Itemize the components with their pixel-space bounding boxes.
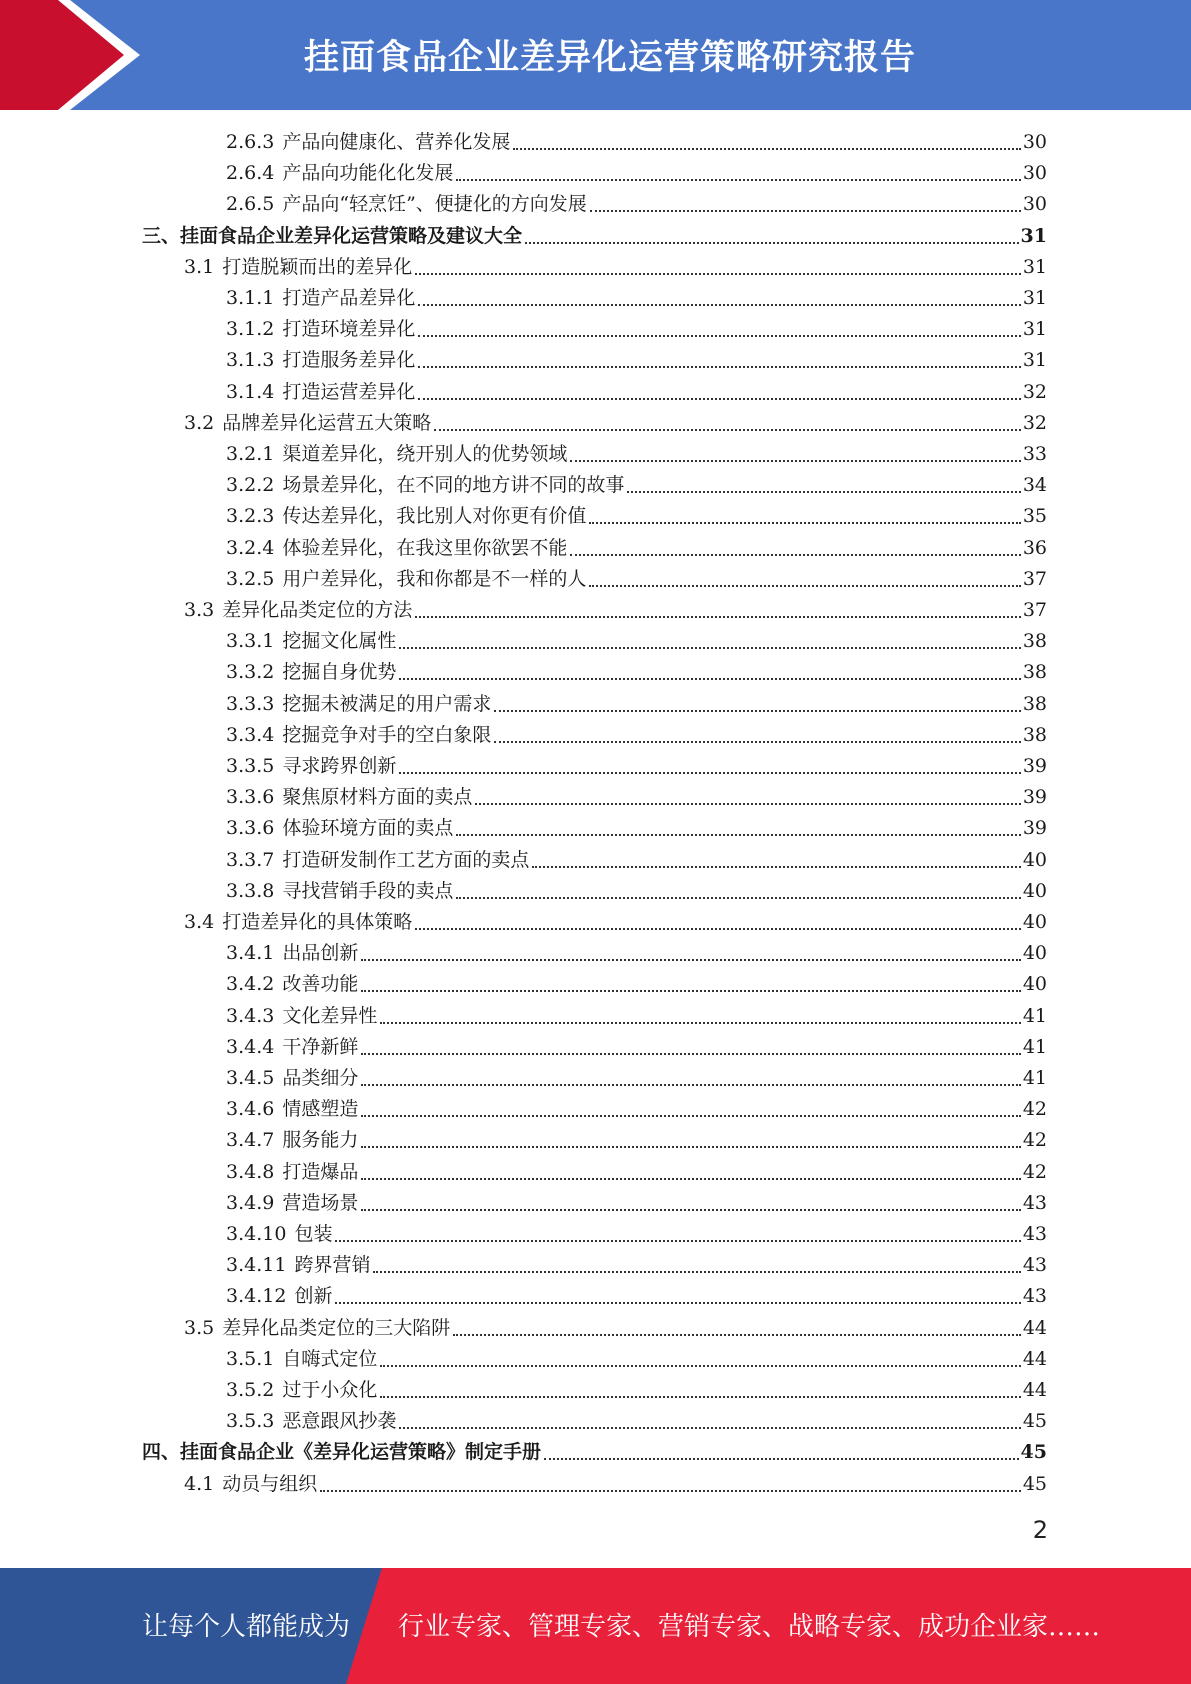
toc-entry-page: 41 — [1022, 1067, 1047, 1089]
toc-entry[interactable] — [226, 689, 1047, 720]
toc-entry-number: 3.3.8 — [226, 879, 275, 902]
footer-slogan-left: 让每个人都能成为 — [142, 1612, 351, 1642]
toc-entry-page: 45 — [1022, 1410, 1047, 1433]
toc-entry-title: 品牌差异化运营五大策略 — [222, 411, 432, 434]
toc-entry-title: 差异化品类定位的三大陷阱 — [222, 1316, 451, 1339]
toc-leader-dots — [570, 460, 1020, 462]
toc-entry-page: 31 — [1022, 255, 1047, 278]
toc-leader-dots — [361, 1115, 1020, 1117]
toc-entry-number: 3.2.2 — [226, 474, 275, 497]
toc-entry[interactable] — [226, 533, 1047, 564]
toc-entry-page: 40 — [1022, 942, 1047, 965]
toc-entry[interactable] — [226, 969, 1047, 1000]
toc-leader-dots — [380, 1022, 1020, 1024]
toc-entry-number: 3.3.6 — [226, 817, 275, 840]
header-red-chevron-icon — [0, 0, 150, 110]
toc-leader-dots — [380, 1396, 1020, 1398]
toc-entry-page: 32 — [1022, 380, 1047, 403]
toc-entry-number: 3.4.3 — [226, 1004, 275, 1027]
toc-entry-title: 场景差异化，在不同的地方讲不同的故事 — [282, 474, 625, 497]
toc-entry[interactable] — [226, 564, 1047, 595]
toc-entry-number: 3.3.6 — [226, 786, 275, 809]
toc-entry-title: 打造产品差异化 — [282, 287, 416, 309]
toc-entry-page: 31 — [1022, 318, 1047, 341]
toc-entry[interactable] — [226, 470, 1047, 501]
toc-entry[interactable] — [226, 158, 1047, 189]
toc-leader-dots — [361, 990, 1020, 992]
toc-entry-title: 情感塑造 — [282, 1098, 359, 1121]
toc-entry-title: 寻求跨界创新 — [282, 755, 397, 777]
toc-entry[interactable] — [226, 439, 1047, 470]
toc-entry-title: 挖掘未被满足的用户需求 — [282, 692, 492, 715]
toc-entry-title: 打造差异化的具体策略 — [222, 911, 413, 933]
toc-entry-title: 聚焦原材料方面的卖点 — [282, 786, 473, 809]
toc-entry-page: 30 — [1022, 162, 1047, 185]
toc-leader-dots — [361, 1084, 1020, 1086]
toc-entry-page: 38 — [1022, 630, 1047, 653]
toc-entry-number: 2.6.3 — [226, 131, 275, 153]
toc-leader-dots — [418, 398, 1020, 400]
toc-entry-page: 36 — [1022, 536, 1047, 559]
toc-entry[interactable] — [226, 1157, 1047, 1188]
toc-leader-dots — [335, 1302, 1020, 1304]
toc-entry-title: 品类细分 — [282, 1067, 359, 1089]
toc-leader-dots — [570, 554, 1020, 556]
toc-entry[interactable] — [226, 938, 1047, 969]
toc-entry-title: 三、挂面食品企业差异化运营策略及建议大全 — [142, 224, 523, 247]
toc-leader-dots — [456, 179, 1020, 181]
toc-entry-number: 3.1.3 — [226, 349, 275, 372]
toc-leader-dots — [418, 304, 1020, 306]
toc-entry-title: 打造运营差异化 — [282, 380, 416, 403]
toc-entry-number: 3.5.3 — [226, 1410, 275, 1433]
toc-entry-number: 3.4.7 — [226, 1129, 275, 1152]
toc-entry-title: 跨界营销 — [294, 1254, 371, 1277]
toc-entry-number: 3.2.3 — [226, 505, 275, 528]
toc-entry[interactable] — [226, 720, 1047, 751]
toc-entry-page: 45 — [1020, 1441, 1047, 1464]
toc-entry[interactable] — [226, 314, 1047, 345]
toc-entry-number: 3.4.4 — [226, 1035, 275, 1058]
toc-entry[interactable] — [184, 595, 1047, 626]
toc-entry-title: 打造爆品 — [282, 1160, 359, 1183]
toc-leader-dots — [361, 1053, 1020, 1055]
toc-entry-page: 34 — [1022, 474, 1047, 497]
toc-entry-page: 40 — [1022, 973, 1047, 996]
toc-entry[interactable] — [226, 501, 1047, 532]
report-title: 挂面食品企业差异化运营策略研究报告 — [303, 38, 916, 78]
toc-leader-dots — [532, 866, 1020, 868]
toc-entry-number: 3.3.5 — [226, 755, 275, 777]
toc-entry-page: 41 — [1022, 1004, 1047, 1027]
toc-entry-title: 差异化品类定位的方法 — [222, 599, 413, 621]
toc-entry-title: 改善功能 — [282, 973, 359, 996]
toc-entry[interactable] — [226, 1032, 1047, 1063]
toc-entry[interactable] — [226, 626, 1047, 657]
toc-leader-dots — [434, 429, 1021, 431]
toc-entry-number: 3.5.2 — [226, 1379, 275, 1401]
toc-entry-number: 4.1 — [184, 1472, 215, 1495]
toc-entry-number: 3.4.10 — [226, 1223, 287, 1245]
toc-entry-page: 38 — [1022, 723, 1047, 746]
toc-entry-number: 3.1.1 — [226, 287, 275, 309]
toc-entry[interactable] — [226, 751, 1047, 782]
toc-leader-dots — [361, 959, 1020, 961]
toc-entry-title: 体验环境方面的卖点 — [282, 817, 454, 840]
toc-entry-page: 39 — [1022, 786, 1047, 809]
toc-leader-dots — [475, 803, 1020, 805]
toc-leader-dots — [373, 1271, 1020, 1273]
toc-entry-page: 33 — [1022, 443, 1047, 465]
toc-entry-number: 2.6.5 — [226, 193, 275, 216]
toc-entry-number: 3.4.2 — [226, 973, 275, 996]
toc-entry-number: 2.6.4 — [226, 162, 275, 185]
toc-leader-dots — [380, 1365, 1020, 1367]
toc-entry[interactable] — [226, 189, 1047, 220]
toc-entry-number: 3.4.8 — [226, 1160, 275, 1183]
toc-entry-page: 31 — [1022, 287, 1047, 309]
toc-entry-title: 挖掘自身优势 — [282, 661, 397, 684]
toc-leader-dots — [590, 210, 1021, 212]
toc-leader-dots — [453, 1334, 1021, 1336]
toc-leader-dots — [418, 335, 1020, 337]
toc-entry[interactable] — [226, 345, 1047, 376]
toc-entry-page: 41 — [1022, 1035, 1047, 1058]
toc-leader-dots — [399, 1427, 1020, 1429]
toc-entry-number: 3.2.5 — [226, 567, 275, 590]
toc-entry[interactable] — [184, 252, 1047, 283]
toc-entry-page: 40 — [1022, 879, 1047, 902]
toc-entry-number: 3.2 — [184, 411, 215, 434]
toc-entry-title: 打造研发制作工艺方面的卖点 — [282, 848, 530, 871]
toc-leader-dots — [589, 585, 1020, 587]
toc-entry-title: 服务能力 — [282, 1129, 359, 1152]
toc-leader-dots — [320, 1490, 1021, 1492]
toc-entry-page: 43 — [1022, 1285, 1047, 1308]
toc-leader-dots — [513, 148, 1020, 150]
toc-entry-title: 四、挂面食品企业《差异化运营策略》制定手册 — [142, 1441, 542, 1464]
toc-leader-dots — [525, 242, 1019, 244]
toc-entry-number: 3.1.4 — [226, 380, 275, 403]
toc-leader-dots — [361, 1178, 1020, 1180]
toc-entry-title: 干净新鲜 — [282, 1035, 359, 1058]
toc-entry-title: 创新 — [294, 1285, 333, 1308]
toc-entry-title: 包装 — [294, 1223, 333, 1245]
toc-entry-number: 3.4.9 — [226, 1191, 275, 1214]
toc-leader-dots — [544, 1458, 1019, 1460]
toc-entry-number: 3.4.1 — [226, 942, 275, 965]
toc-entry[interactable] — [226, 1188, 1047, 1219]
toc-entry-number: 3.1 — [184, 255, 215, 278]
toc-entry-number: 3.2.1 — [226, 443, 275, 465]
toc-entry-page: 43 — [1022, 1191, 1047, 1214]
toc-entry-page: 40 — [1022, 848, 1047, 871]
toc-entry-number: 3.5.1 — [226, 1347, 275, 1370]
toc-entry-number: 3.4.5 — [226, 1067, 275, 1089]
toc-entry-page: 45 — [1022, 1472, 1047, 1495]
toc-leader-dots — [494, 741, 1020, 743]
toc-entry[interactable] — [226, 1001, 1047, 1032]
toc-leader-dots — [415, 273, 1021, 275]
toc-entry-title: 传达差异化，我比别人对你更有价值 — [282, 505, 587, 528]
page-header — [0, 0, 1191, 110]
toc-entry-number: 3.3.3 — [226, 692, 275, 715]
toc-entry-number: 3.4.11 — [226, 1254, 287, 1277]
toc-entry-title: 出品创新 — [282, 942, 359, 965]
toc-entry-page: 44 — [1022, 1379, 1047, 1401]
toc-entry-number: 3.3.4 — [226, 723, 275, 746]
toc-entry-number: 3.3 — [184, 599, 215, 621]
toc-entry-page: 38 — [1022, 692, 1047, 715]
toc-entry-page: 42 — [1022, 1160, 1047, 1183]
toc-leader-dots — [418, 366, 1020, 368]
toc-entry-title: 动员与组织 — [222, 1472, 318, 1495]
toc-entry[interactable] — [226, 657, 1047, 688]
toc-entry-title: 寻找营销手段的卖点 — [282, 879, 454, 902]
toc-entry-number: 3.3.7 — [226, 848, 275, 871]
toc-leader-dots — [627, 491, 1020, 493]
toc-entry-title: 渠道差异化，绕开别人的优势领域 — [282, 443, 568, 465]
toc-entry[interactable] — [142, 221, 1047, 252]
toc-entry-number: 3.3.2 — [226, 661, 275, 684]
toc-entry-title: 文化差异性 — [282, 1004, 378, 1027]
toc-entry[interactable] — [226, 876, 1047, 907]
toc-leader-dots — [399, 678, 1020, 680]
toc-entry-title: 恶意跟风抄袭 — [282, 1410, 397, 1433]
toc-leader-dots — [361, 1146, 1020, 1148]
toc-entry-title: 营造场景 — [282, 1191, 359, 1214]
toc-entry[interactable] — [226, 377, 1047, 408]
toc-entry[interactable] — [226, 127, 1047, 158]
toc-entry-title: 用户差异化，我和你都是不一样的人 — [282, 567, 587, 590]
toc-entry-page: 31 — [1022, 349, 1047, 372]
toc-entry[interactable] — [226, 845, 1047, 876]
toc-entry[interactable] — [226, 1063, 1047, 1094]
toc-entry-title: 挖掘竞争对手的空白象限 — [282, 723, 492, 746]
toc-entry[interactable] — [226, 1281, 1047, 1312]
toc-entry[interactable] — [226, 1406, 1047, 1437]
toc-entry-page: 31 — [1020, 224, 1047, 247]
page-number: 2 — [1032, 1516, 1048, 1544]
toc-entry-page: 44 — [1022, 1316, 1047, 1339]
toc-leader-dots — [415, 928, 1021, 930]
toc-entry[interactable] — [226, 1219, 1047, 1250]
toc-entry-page: 32 — [1022, 411, 1047, 434]
toc-leader-dots — [456, 897, 1020, 899]
toc-leader-dots — [415, 616, 1021, 618]
toc-entry-number: 3.2.4 — [226, 536, 275, 559]
toc-entry[interactable] — [226, 1375, 1047, 1406]
toc-entry-title: 产品向健康化、营养化发展 — [282, 131, 511, 153]
toc-entry-page: 40 — [1022, 911, 1047, 933]
toc-entry-page: 43 — [1022, 1223, 1047, 1245]
toc-entry-title: 产品向“轻烹饪”、便捷化的方向发展 — [282, 193, 587, 216]
toc-entry-number: 3.4.6 — [226, 1098, 275, 1121]
toc-entry-page: 44 — [1022, 1347, 1047, 1370]
toc-entry-title: 打造环境差异化 — [282, 318, 416, 341]
toc-entry[interactable] — [226, 813, 1047, 844]
toc-entry-page: 30 — [1022, 131, 1047, 153]
toc-entry-title: 打造服务差异化 — [282, 349, 416, 372]
toc-entry-title: 自嗨式定位 — [282, 1347, 378, 1370]
toc-leader-dots — [399, 647, 1020, 649]
toc-entry-page: 39 — [1022, 755, 1047, 777]
toc-entry-page: 35 — [1022, 505, 1047, 528]
toc-entry-page: 30 — [1022, 193, 1047, 216]
toc-entry-number: 3.3.1 — [226, 630, 275, 653]
toc-entry-page: 43 — [1022, 1254, 1047, 1277]
toc-entry[interactable] — [184, 1469, 1047, 1500]
toc-entry[interactable] — [226, 283, 1047, 314]
toc-entry-page: 42 — [1022, 1098, 1047, 1121]
toc-entry[interactable] — [142, 1437, 1047, 1468]
toc-entry-page: 37 — [1022, 599, 1047, 621]
toc-entry[interactable] — [184, 907, 1047, 938]
toc-entry-title: 挖掘文化属性 — [282, 630, 397, 653]
toc-entry-page: 38 — [1022, 661, 1047, 684]
toc-entry-number: 3.1.2 — [226, 318, 275, 341]
toc-leader-dots — [494, 710, 1020, 712]
toc-entry-page: 37 — [1022, 567, 1047, 590]
toc-entry-page: 39 — [1022, 817, 1047, 840]
toc-entry[interactable] — [184, 408, 1047, 439]
toc-entry[interactable] — [226, 1094, 1047, 1125]
toc-entry[interactable] — [226, 1125, 1047, 1156]
page-footer — [0, 1568, 1191, 1684]
toc-leader-dots — [399, 772, 1020, 774]
toc-entry[interactable] — [226, 782, 1047, 813]
toc-entry-title: 产品向功能化化发展 — [282, 162, 454, 185]
toc-entry[interactable] — [226, 1344, 1047, 1375]
toc-entry-number: 3.4.12 — [226, 1285, 287, 1308]
toc-leader-dots — [361, 1209, 1020, 1211]
toc-entry-number: 3.5 — [184, 1316, 215, 1339]
toc-entry-title: 过于小众化 — [282, 1379, 378, 1401]
toc-entry[interactable] — [184, 1313, 1047, 1344]
toc-entry[interactable] — [226, 1250, 1047, 1281]
toc-entry-page: 42 — [1022, 1129, 1047, 1152]
toc-leader-dots — [589, 522, 1020, 524]
toc-entry-title: 体验差异化，在我这里你欲罢不能 — [282, 536, 568, 559]
footer-slogan-right: 行业专家、管理专家、营销专家、战略专家、成功企业家…… — [398, 1612, 1101, 1642]
toc-entry-number: 3.4 — [184, 911, 215, 933]
toc-entry-title: 打造脱颖而出的差异化 — [222, 255, 413, 278]
toc-leader-dots — [335, 1240, 1020, 1242]
toc-leader-dots — [456, 834, 1020, 836]
